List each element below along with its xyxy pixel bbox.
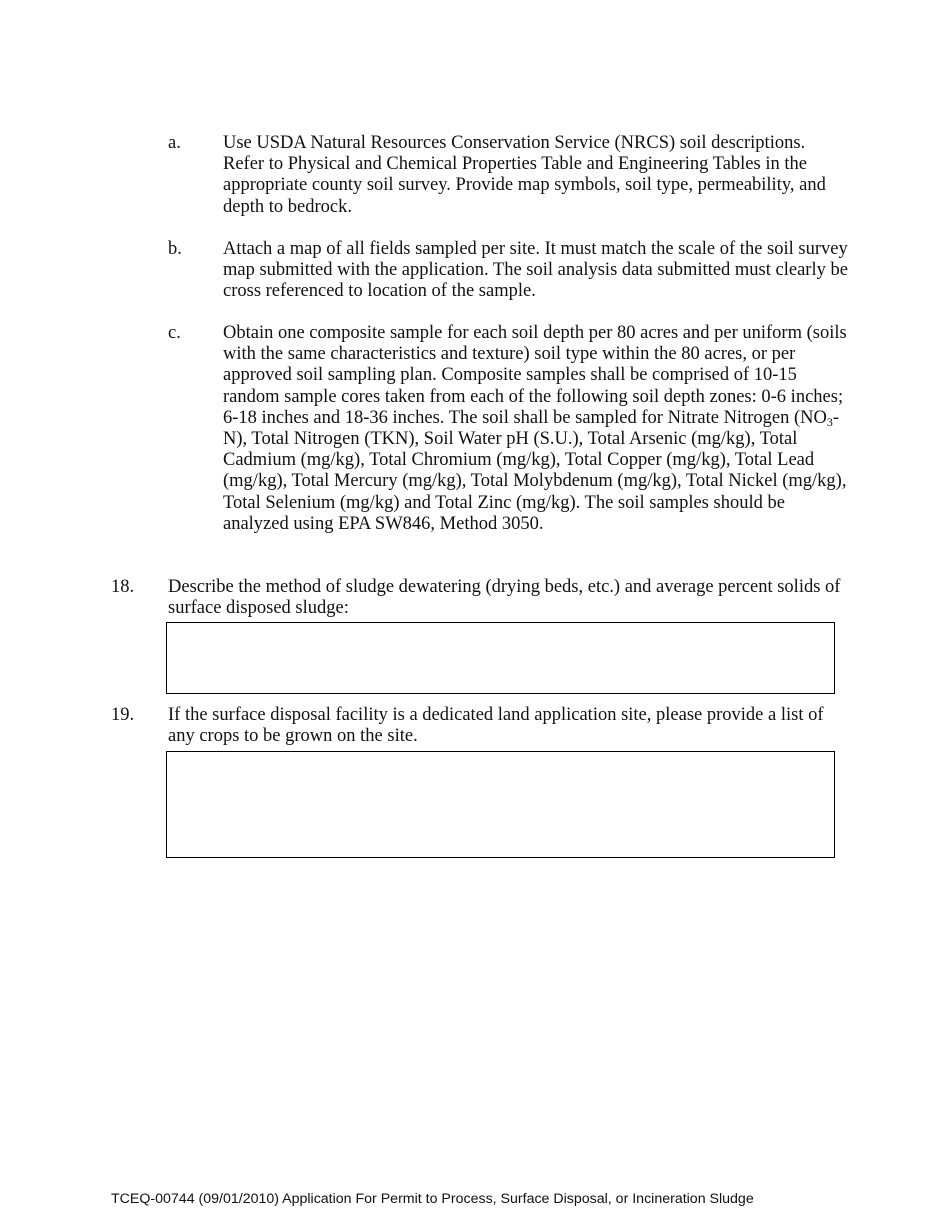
item-letter: a.: [168, 133, 181, 153]
question-number: 19.: [111, 705, 135, 725]
item-letter: b.: [168, 239, 182, 259]
page-footer: TCEQ-00744 (09/01/2010) Application For Permit to Process, Surface Disposal, or Incineration Sludge: [111, 1191, 754, 1207]
item-text-part: Obtain one composite sample for each soil depth per 80 acres and per uniform (soils with the same characteristics and texture) soil type within the 80 acres, or per approved soil sampling plan. Composite samples shall be comprised of 10-15 random sample cores taken from each of the following soil depth zones: 0-6 inches; 6-18 inches and 18-36 inches. The soil shall be sampled for Nitrate Nitrogen (NO: [223, 323, 847, 428]
list-item-c: [168, 323, 848, 535]
question-19: [111, 705, 851, 747]
list-item-a: [168, 133, 848, 218]
list-item-b: [168, 239, 848, 303]
question-number: 18.: [111, 577, 135, 597]
item-letter: c.: [168, 323, 181, 343]
item-text: Attach a map of all fields sampled per site. It must match the scale of the soil survey map submitted with the application. The soil analysis data submitted must clearly be cross referenced to location of the sample.: [223, 239, 848, 302]
question-18: [111, 577, 851, 619]
subscript: 3: [826, 414, 833, 429]
item-text: Use USDA Natural Resources Conservation Service (NRCS) soil descriptions. Refer to Physical and Chemical Properties Table and Engineering Tables in the appropriate county soil survey. Provide map symbols, soil type, permeability, and depth to bedrock.: [223, 133, 826, 217]
question-text: If the surface disposal facility is a dedicated land application site, please provide a list of any crops to be grown on the site.: [168, 705, 824, 747]
item-text-part: -N), Total Nitrogen (TKN), Soil Water pH (S.U.), Total Arsenic (mg/kg), Total Cadmium (mg/kg), Total Chromium (mg/kg), Total Copper (mg/kg), Total Lead (mg/kg), Total Mercury (mg/kg), Total Molybdenum (mg/kg), Total Nickel (mg/kg), Total Selenium (mg/kg) and Total Zinc (mg/kg). The soil samples should be analyzed using EPA SW846, Method 3050.: [223, 407, 847, 534]
item-text: [223, 323, 848, 535]
question-text: Describe the method of sludge dewatering (drying beds, etc.) and average percent solids of surface disposed sludge:: [168, 577, 841, 619]
answer-box-19[interactable]: [166, 751, 835, 858]
answer-box-18[interactable]: [166, 622, 835, 694]
